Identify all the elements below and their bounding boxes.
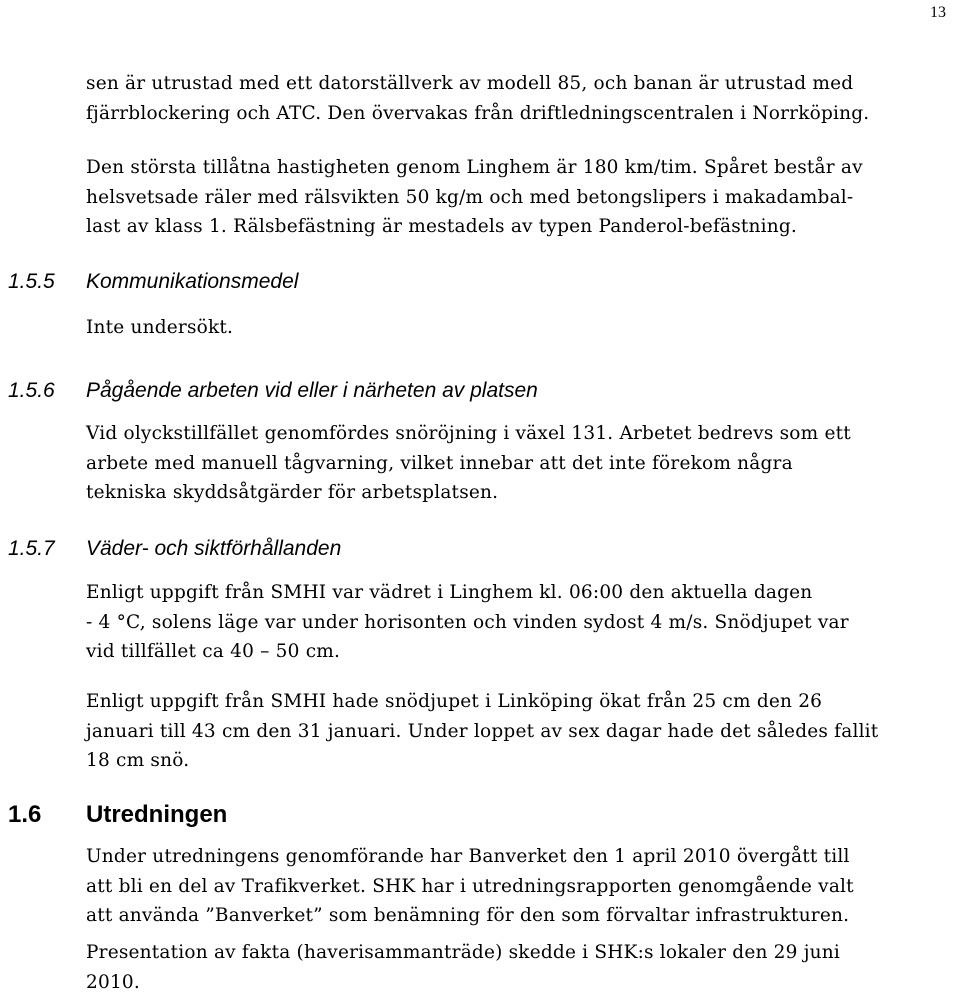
heading-1-6 [8,801,227,829]
text-line: sen är utrustad med ett datorställverk av modell 85, och banan är utrustad med [86,69,946,99]
paragraph-communication [86,313,946,343]
text-line: Presentation av fakta (haverisammanträde) skedde i SHK:s lokaler den 29 juni [86,938,946,968]
text-line: Enligt uppgift från SMHI var vädret i Linghem kl. 06:00 den aktuella dagen [86,578,946,608]
paragraph-station-equipment [86,69,946,128]
text-line: tekniska skyddsåtgärder för arbetsplatsen. [86,478,946,508]
text-line: januari till 43 cm den 31 januari. Under loppet av sex dagar hade det således fallit [86,717,946,747]
page-number: 13 [930,4,946,22]
heading-number: 1.6 [8,801,86,829]
text-line: att använda ”Banverket” som benämning för den som förvaltar infrastrukturen. [86,901,946,931]
text-line: att bli en del av Trafikverket. SHK har i utredningsrapporten genomgående valt [86,872,946,902]
text-line: vid tillfället ca 40 – 50 cm. [86,637,946,667]
text-line: arbete med manuell tågvarning, vilket innebar att det inte förekom några [86,449,946,479]
text-line: last av klass 1. Rälsbefästning är mestadels av typen Panderol-befästning. [86,212,946,242]
paragraph-snow-depth [86,687,946,776]
paragraph-presentation [86,938,946,997]
text-line: 18 cm snö. [86,746,946,776]
heading-title: Pågående arbeten vid eller i närheten av platsen [86,379,538,402]
heading-title: Väder- och siktförhållanden [86,537,341,560]
text-line: 2010. [86,968,946,997]
heading-number: 1.5.5 [8,270,86,294]
paragraph-ongoing-work [86,419,946,508]
heading-1-5-6 [8,379,538,403]
text-line: helsvetsade räler med rälsvikten 50 kg/m och med betongslipers i makadambal- [86,183,946,213]
heading-title: Utredningen [86,801,227,828]
text-line: - 4 °C, solens läge var under horisonten och vinden sydost 4 m/s. Snödjupet var [86,608,946,638]
text-line: Vid olyckstillfället genomfördes snöröjning i växel 131. Arbetet bedrevs som ett [86,419,946,449]
paragraph-track-speed [86,153,946,242]
paragraph-weather [86,578,946,667]
text-line: Den största tillåtna hastigheten genom Linghem är 180 km/tim. Spåret består av [86,153,946,183]
text-line: Enligt uppgift från SMHI hade snödjupet i Linköping ökat från 25 cm den 26 [86,687,946,717]
heading-number: 1.5.6 [8,379,86,403]
text-line: Inte undersökt. [86,313,946,343]
text-line: Under utredningens genomförande har Banverket den 1 april 2010 övergått till [86,842,946,872]
heading-title: Kommunikationsmedel [86,270,298,293]
heading-number: 1.5.7 [8,537,86,561]
heading-1-5-7 [8,537,341,561]
heading-1-5-5 [8,270,298,294]
paragraph-investigation [86,842,946,931]
text-line: fjärrblockering och ATC. Den övervakas från driftledningscentralen i Norrköping. [86,99,946,129]
